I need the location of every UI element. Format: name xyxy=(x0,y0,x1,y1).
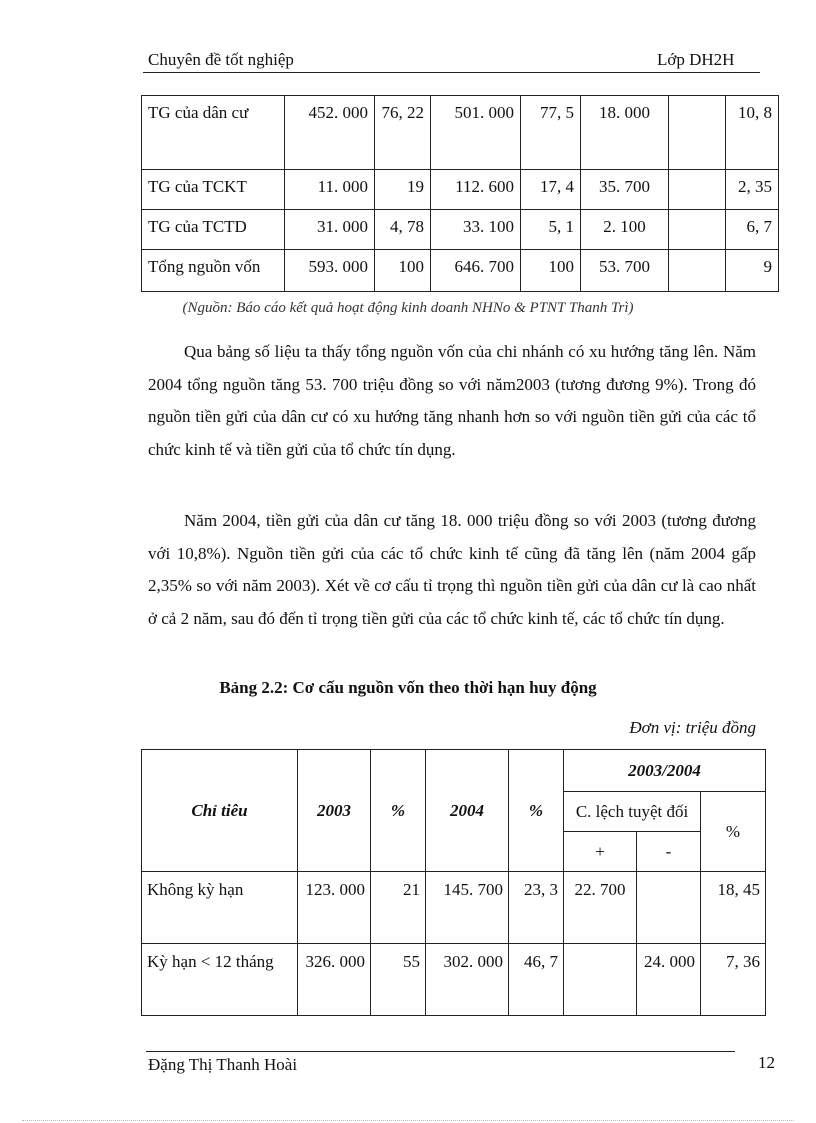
table-cell: 9 xyxy=(726,250,779,292)
table-cell: 100 xyxy=(375,250,431,292)
table-unit: Đơn vị: triệu đồng xyxy=(629,718,756,737)
table-cell: 24. 000 xyxy=(637,944,701,1016)
table-cell xyxy=(669,210,726,250)
page-bottom-border xyxy=(22,1120,794,1121)
table-cell: 593. 000 xyxy=(285,250,375,292)
table-cell: 112. 600 xyxy=(431,170,521,210)
table-row xyxy=(142,170,779,210)
table-cell: 23, 3 xyxy=(509,872,564,944)
table-cell: 31. 000 xyxy=(285,210,375,250)
paragraph: Qua bảng số liệu ta thấy tổng nguồn vốn của chi nhánh có xu hướng tăng lên. Năm 2004 tổng nguồn tăng 53. 700 triệu đồng so với năm2003 (tương đương 9%). Trong đó nguồn tiền gửi của dân cư có xu hướng tăng nhanh hơn so với nguồn tiền gửi của các tổ chức kinh tế và tiền gửi của tổ chức tín dụng. xyxy=(148,342,756,459)
table-cell: TG của TCTD xyxy=(142,210,285,250)
paragraph: Năm 2004, tiền gửi của dân cư tăng 18. 000 triệu đồng so với 2003 (tương đương với 10,8%). Nguồn tiền gửi của các tổ chức kinh tế cũng đã tăng lên (năm 2004 gấp 2,35% so với năm 2003). Xét về cơ cấu tỉ trọng thì nguồn tiền gửi của dân cư là cao nhất ở cả 2 năm, sau đó đến tỉ trọng tiền gửi của các tổ chức kinh tế, các tổ chức tín dụng. xyxy=(148,511,756,628)
table-cell: 22. 700 xyxy=(564,872,637,944)
table-cell: 35. 700 xyxy=(581,170,669,210)
table-source-note: (Nguồn: Báo cáo kết quả hoạt động kinh doanh NHNo & PTNT Thanh Trì) xyxy=(182,300,634,316)
table-cell: 10, 8 xyxy=(726,96,779,170)
table-cell: 17, 4 xyxy=(521,170,581,210)
table-cell: TG của dân cư xyxy=(142,96,285,170)
header-percent: % xyxy=(509,750,564,872)
header-criteria: Chỉ tiêu xyxy=(142,750,298,872)
table-cell: 123. 000 xyxy=(298,872,371,944)
table-cell: 326. 000 xyxy=(298,944,371,1016)
table-cell: 2. 100 xyxy=(581,210,669,250)
capital-structure-table xyxy=(141,95,779,292)
table-cell: 100 xyxy=(521,250,581,292)
table-cell: 302. 000 xyxy=(426,944,509,1016)
table-cell: 5, 1 xyxy=(521,210,581,250)
footer-author: Đặng Thị Thanh Hoài xyxy=(148,1055,298,1074)
table-cell: 33. 100 xyxy=(431,210,521,250)
table-cell: 55 xyxy=(371,944,426,1016)
table-cell: 18, 45 xyxy=(701,872,766,944)
table-cell: 21 xyxy=(371,872,426,944)
table-cell xyxy=(637,872,701,944)
table-cell: 11. 000 xyxy=(285,170,375,210)
term-structure-table xyxy=(141,749,766,1016)
header-minus: - xyxy=(637,832,701,872)
table-row xyxy=(142,250,779,292)
table-cell xyxy=(669,250,726,292)
table-title: Bảng 2.2: Cơ cấu nguồn vốn theo thời hạn huy động xyxy=(219,678,597,697)
table-cell: 501. 000 xyxy=(431,96,521,170)
footer-rule xyxy=(146,1051,735,1052)
header-percent: % xyxy=(701,792,766,872)
table-cell: 18. 000 xyxy=(581,96,669,170)
table-row xyxy=(142,96,779,170)
header-plus: + xyxy=(564,832,637,872)
table-cell xyxy=(564,944,637,1016)
table-row xyxy=(142,944,766,1016)
table-cell: 2, 35 xyxy=(726,170,779,210)
page-number: 12 xyxy=(758,1053,775,1072)
table-cell: 6, 7 xyxy=(726,210,779,250)
header-rule xyxy=(143,72,760,73)
table-cell: 46, 7 xyxy=(509,944,564,1016)
table-cell: 646. 700 xyxy=(431,250,521,292)
header-period: 2003/2004 xyxy=(564,750,766,792)
table-cell: 452. 000 xyxy=(285,96,375,170)
table-cell: 19 xyxy=(375,170,431,210)
table-row xyxy=(142,210,779,250)
table-cell: Kỳ hạn < 12 tháng xyxy=(142,944,298,1016)
table-header-row xyxy=(142,750,766,792)
header-percent: % xyxy=(371,750,426,872)
table-row xyxy=(142,872,766,944)
header-2004: 2004 xyxy=(426,750,509,872)
table-cell: 4, 78 xyxy=(375,210,431,250)
table-cell: 7, 36 xyxy=(701,944,766,1016)
header-class: Lớp DH2H xyxy=(657,50,735,69)
table-cell xyxy=(669,170,726,210)
header-absolute-diff: C. lệch tuyệt đối xyxy=(564,792,701,832)
table-cell: Không kỳ hạn xyxy=(142,872,298,944)
table-cell: 145. 700 xyxy=(426,872,509,944)
header-title: Chuyên đề tốt nghiệp xyxy=(148,50,294,69)
header-2003: 2003 xyxy=(298,750,371,872)
table-cell: 77, 5 xyxy=(521,96,581,170)
table-cell xyxy=(669,96,726,170)
table-cell: 76, 22 xyxy=(375,96,431,170)
table-cell: 53. 700 xyxy=(581,250,669,292)
table-cell: TG của TCKT xyxy=(142,170,285,210)
table-cell: Tổng nguồn vốn xyxy=(142,250,285,292)
